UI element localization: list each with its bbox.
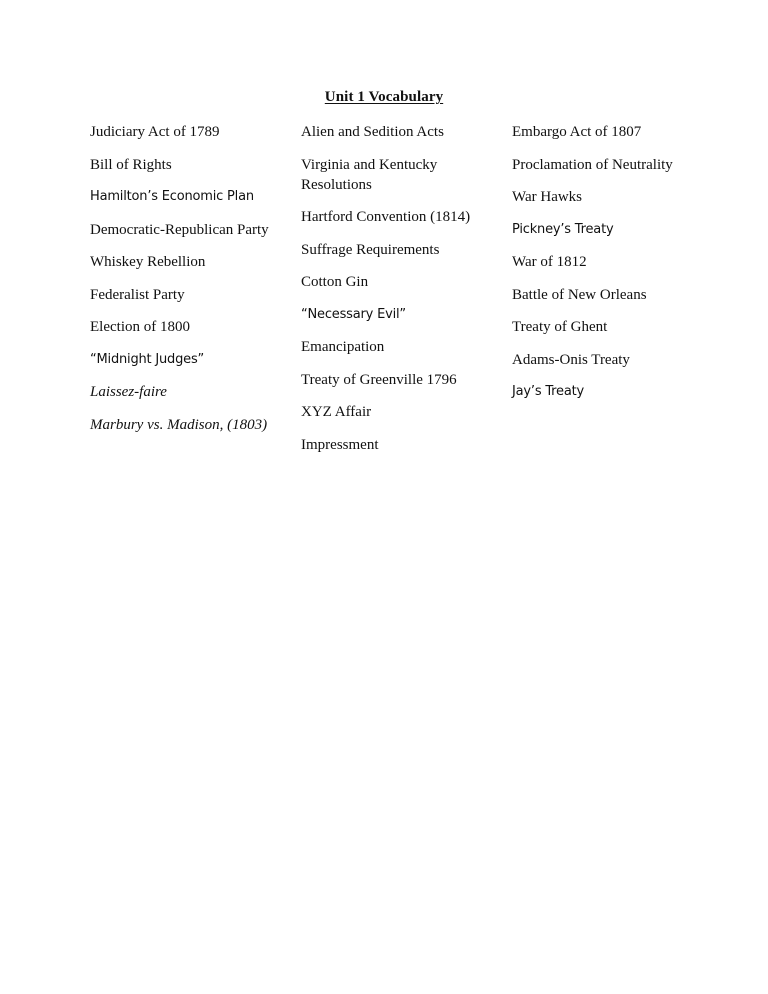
vocab-term: Marbury vs. Madison, (1803)	[90, 416, 268, 433]
vocab-term: Hartford Convention (1814)	[301, 209, 471, 225]
vocab-term: XYZ Affair	[301, 404, 372, 420]
vocab-term: Election of 1800	[90, 319, 190, 335]
vocab-column-2	[301, 122, 481, 467]
vocab-term: Treaty of Ghent	[512, 319, 608, 335]
vocab-term: Alien and Sedition Acts	[301, 124, 444, 140]
page-title: Unit 1 Vocabulary	[324, 89, 444, 105]
vocab-term: Democratic-Republican Party	[90, 221, 269, 238]
vocab-column-3	[512, 122, 712, 415]
vocab-term: Pickney’s Treaty	[512, 221, 614, 237]
vocab-term: Battle of New Orleans	[512, 286, 647, 303]
vocab-term: Whiskey Rebellion	[90, 254, 206, 270]
vocab-term: Laissez-faire	[90, 384, 167, 400]
vocab-term: Adams-Onis Treaty	[512, 351, 630, 368]
vocab-term: War of 1812	[512, 254, 587, 270]
vocab-column-1	[90, 122, 270, 447]
vocab-term: Jay’s Treaty	[512, 384, 584, 399]
vocab-term: Bill of Rights	[90, 156, 172, 173]
vocab-term: Emancipation	[301, 339, 385, 355]
vocab-term: Federalist Party	[90, 286, 185, 303]
vocab-term: Hamilton’s Economic Plan	[90, 189, 254, 204]
vocab-term: Cotton Gin	[301, 274, 369, 290]
vocab-term: Impressment	[301, 436, 379, 453]
vocab-term: “Necessary Evil”	[301, 306, 406, 322]
vocab-term: Proclamation of Neutrality	[512, 156, 673, 173]
vocab-term: Suffrage Requirements	[301, 241, 440, 258]
vocab-term: Judiciary Act of 1789	[90, 124, 220, 140]
vocab-term: Virginia and Kentucky Resolutions	[301, 156, 438, 193]
vocab-term: Treaty of Greenville 1796	[301, 371, 457, 388]
vocab-term: “Midnight Judges”	[90, 351, 205, 367]
vocab-term: War Hawks	[512, 189, 583, 205]
vocab-term: Embargo Act of 1807	[512, 124, 642, 140]
